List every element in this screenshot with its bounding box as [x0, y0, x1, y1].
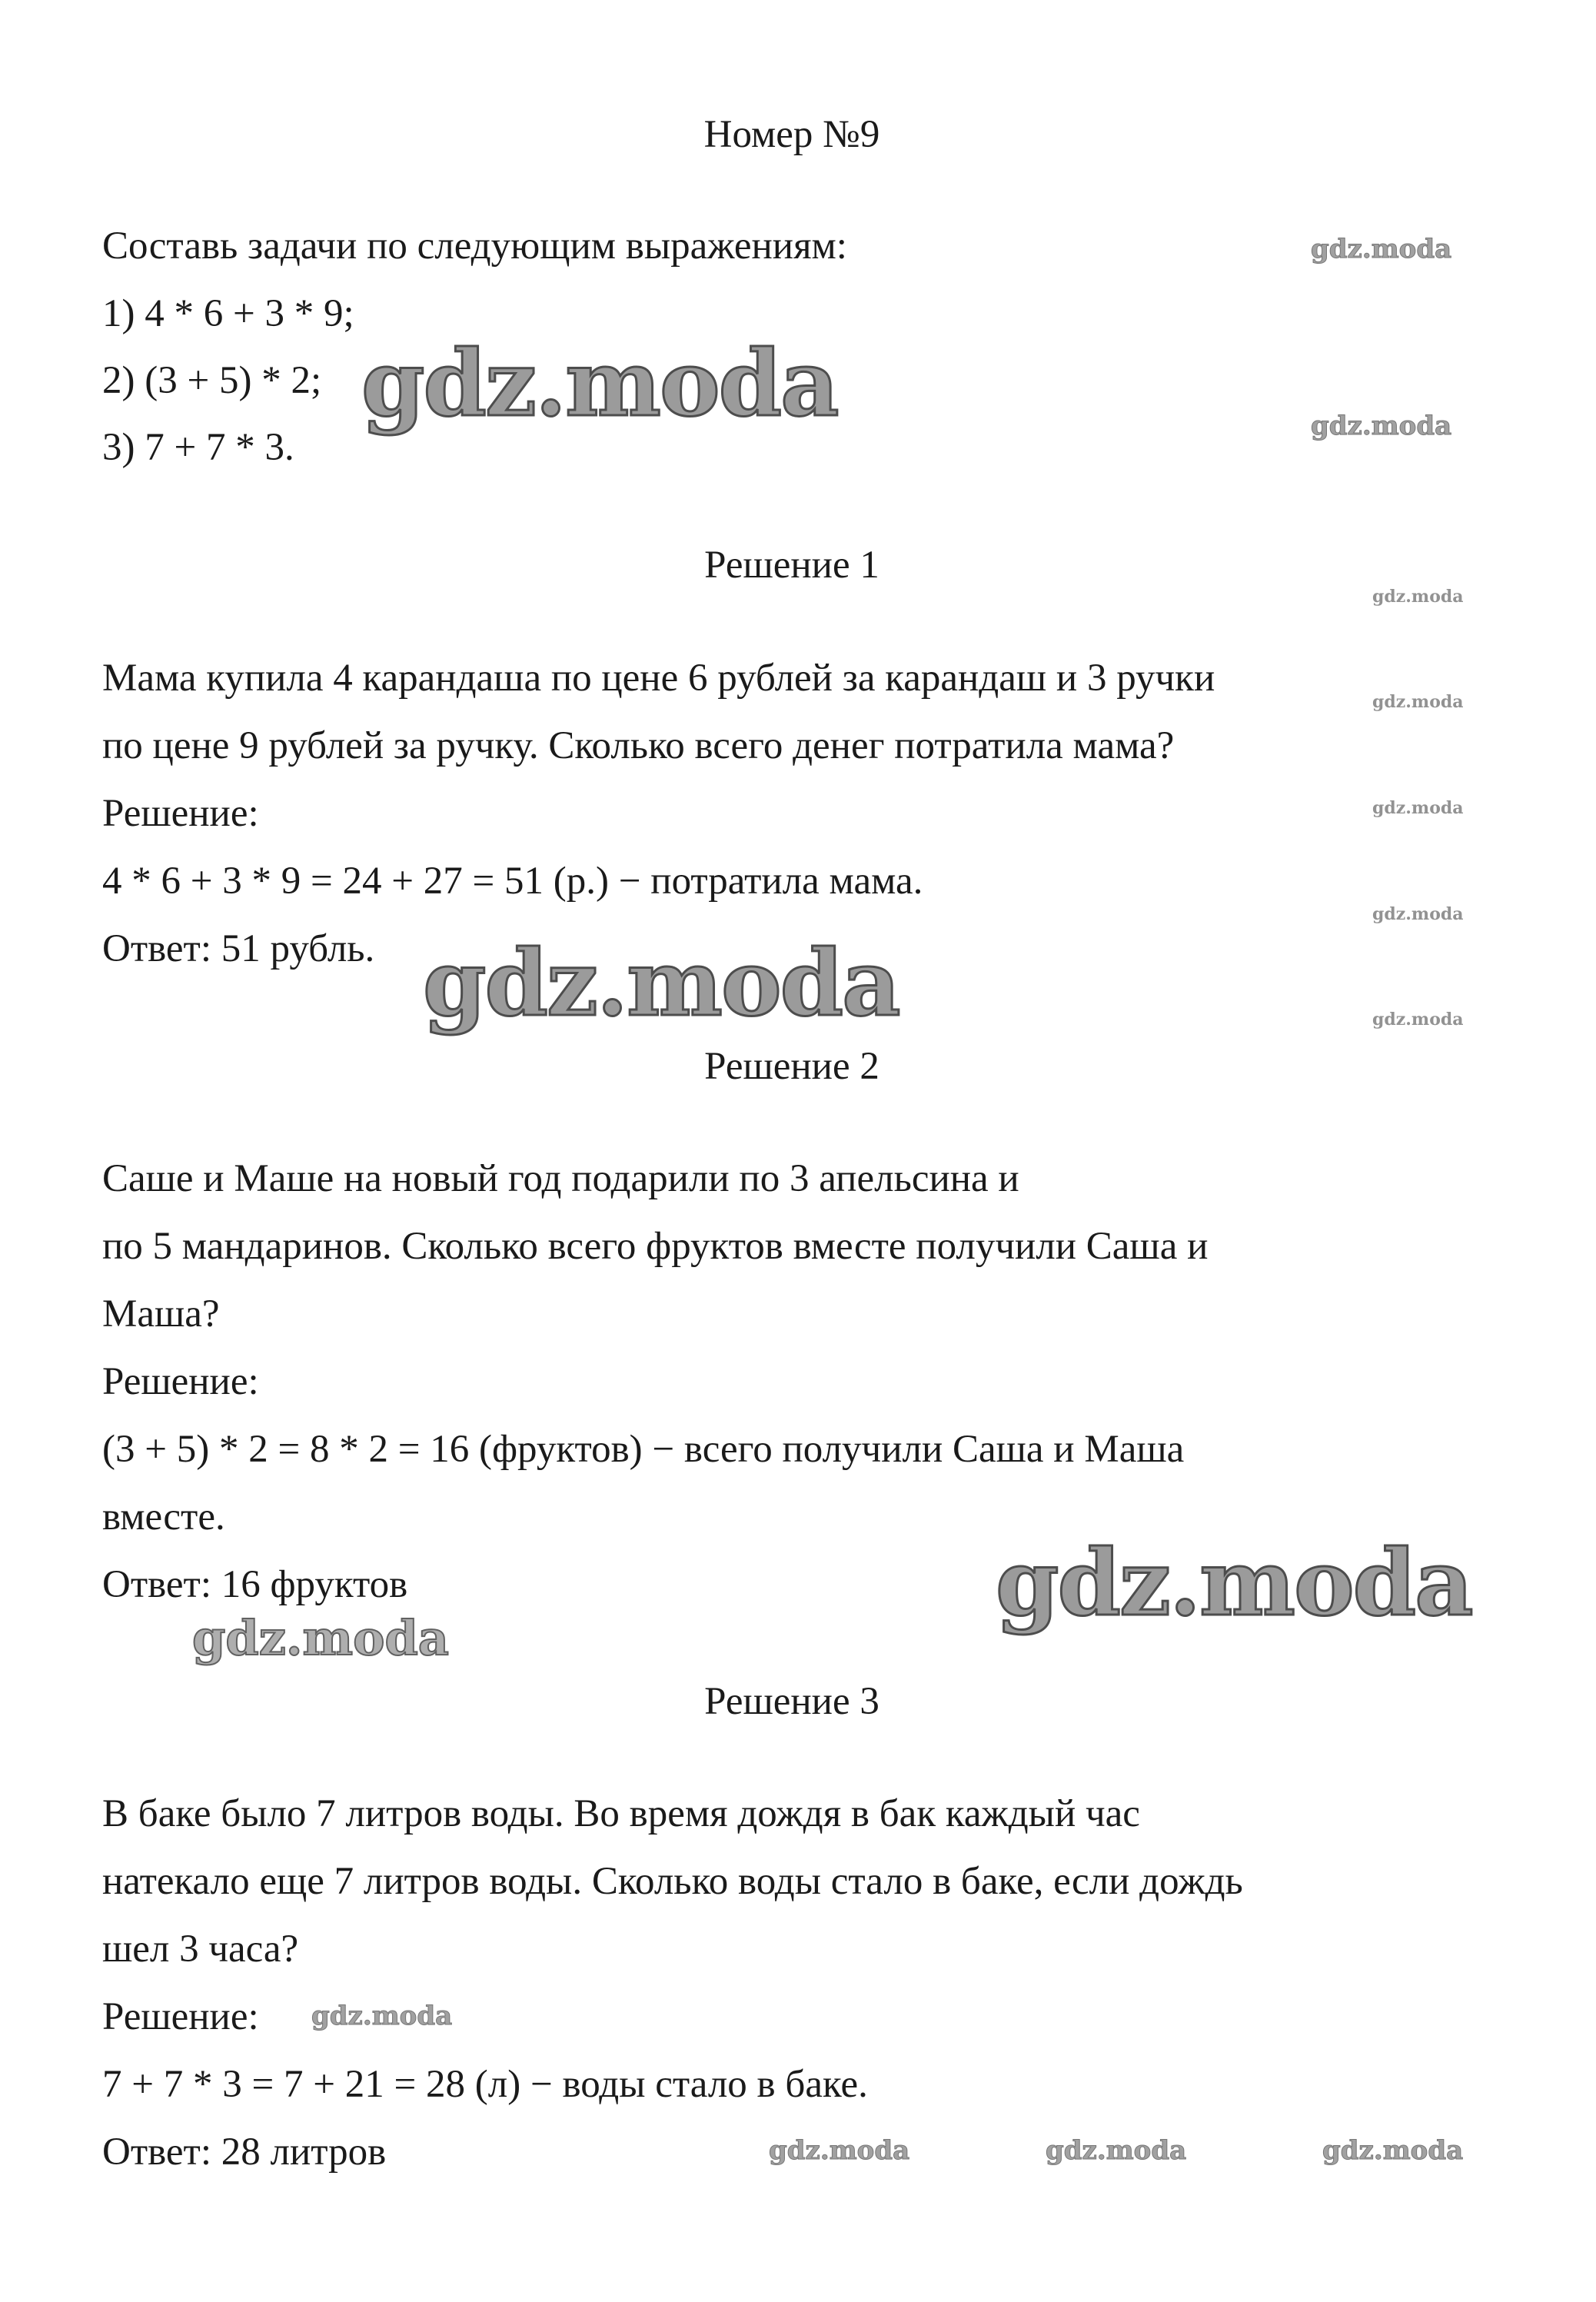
solution-2-calculation: (3 + 5) * 2 = 8 * 2 = 16 (фруктов) − всего получили Саша и Маша — [102, 1428, 1185, 1471]
solution-1-answer: Ответ: 51 рубль. — [102, 927, 375, 970]
solution-1-label: Решение: — [102, 792, 259, 835]
solution-3-line-1: В баке было 7 литров воды. Во время дождя в бак каждый час — [102, 1792, 1140, 1835]
solution-3-label: Решение: — [102, 1995, 259, 2038]
watermark: gdz.moda — [311, 2001, 453, 2031]
solution-3-line-3: шел 3 часа? — [102, 1928, 299, 1971]
solution-2-line-1: Саше и Маше на новый год подарили по 3 апельсина и — [102, 1157, 1019, 1200]
solution-2-line-3: Маша? — [102, 1292, 220, 1336]
watermark: gdz.moda — [1322, 2135, 1464, 2166]
solution-3-answer: Ответ: 28 литров — [102, 2131, 387, 2174]
watermark: gdz.moda — [1372, 1010, 1464, 1030]
task-item-3: 3) 7 + 7 * 3. — [102, 426, 294, 469]
solution-1-calculation: 4 * 6 + 3 * 9 = 24 + 27 = 51 (р.) − потратила мама. — [102, 860, 923, 903]
solution-2-line-2: по 5 мандаринов. Сколько всего фруктов вместе получили Саша и — [102, 1225, 1209, 1268]
task-intro: Составь задачи по следующим выражениям: — [102, 225, 847, 268]
solution-2-answer: Ответ: 16 фруктов — [102, 1563, 408, 1606]
solution-2-heading: Решение 2 — [704, 1045, 879, 1088]
watermark: gdz.moda — [1311, 234, 1452, 264]
solution-2-label: Решение: — [102, 1360, 259, 1403]
watermark: gdz.moda — [423, 930, 899, 1036]
watermark: gdz.moda — [1372, 692, 1464, 712]
watermark: gdz.moda — [769, 2135, 910, 2166]
task-item-1: 1) 4 * 6 + 3 * 9; — [102, 292, 354, 335]
watermark: gdz.moda — [192, 1610, 449, 1666]
solution-3-calculation: 7 + 7 * 3 = 7 + 21 = 28 (л) − воды стало в баке. — [102, 2063, 868, 2106]
solution-1-line-2: по цене 9 рублей за ручку. Сколько всего денег потратила мама? — [102, 724, 1175, 767]
watermark: gdz.moda — [996, 1529, 1472, 1636]
solution-1-heading: Решение 1 — [704, 544, 879, 587]
watermark: gdz.moda — [1372, 587, 1464, 607]
watermark: gdz.moda — [361, 330, 838, 437]
solution-3-heading: Решение 3 — [704, 1680, 879, 1723]
solution-2-calculation-cont: вместе. — [102, 1495, 225, 1539]
watermark: gdz.moda — [1311, 411, 1452, 441]
watermark: gdz.moda — [1372, 798, 1464, 818]
solution-1-line-1: Мама купила 4 карандаша по цене 6 рублей за карандаш и 3 ручки — [102, 657, 1215, 700]
watermark: gdz.moda — [1372, 904, 1464, 924]
task-item-2: 2) (3 + 5) * 2; — [102, 359, 322, 402]
watermark: gdz.moda — [1046, 2135, 1187, 2166]
solution-3-line-2: натекало еще 7 литров воды. Сколько воды стало в баке, если дождь — [102, 1860, 1243, 1903]
page-title: Номер №9 — [703, 113, 880, 156]
